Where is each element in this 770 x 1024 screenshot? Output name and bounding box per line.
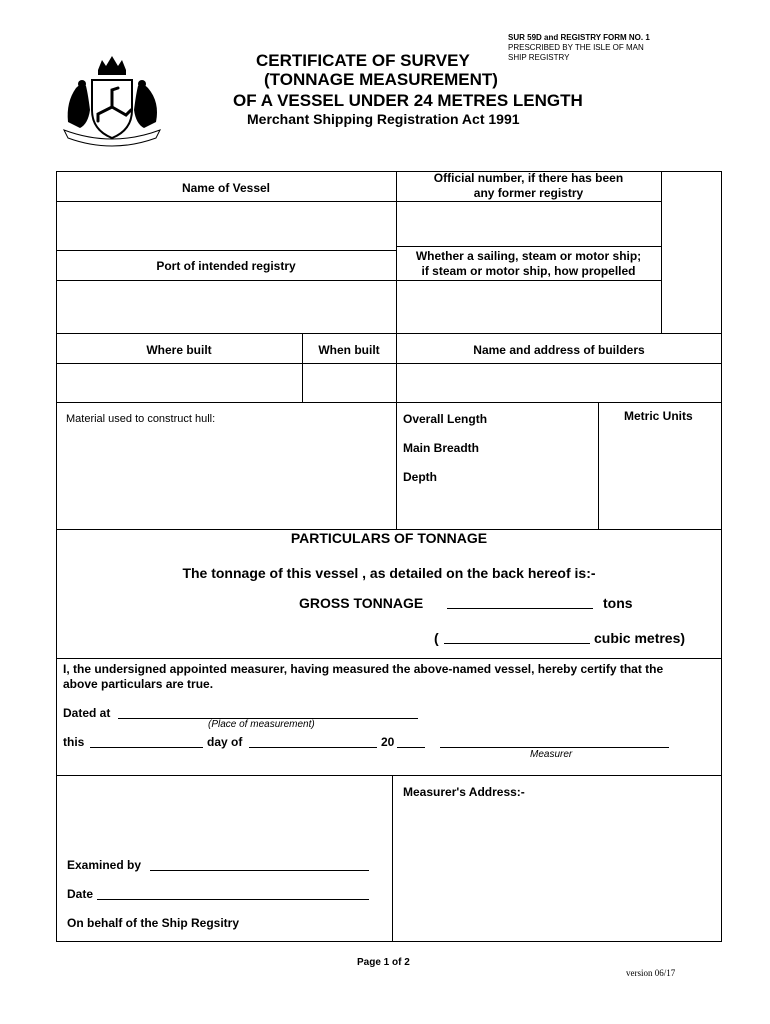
- row-divider: [396, 246, 661, 247]
- on-behalf-label: On behalf of the Ship Regsitry: [67, 916, 240, 930]
- measurers-address-label: Measurer's Address:-: [403, 785, 525, 799]
- examined-by-field[interactable]: [150, 858, 369, 871]
- row-divider: [56, 658, 722, 659]
- builders-label: Name and address of builders: [473, 343, 645, 357]
- port-of-registry-label: Port of intended registry: [156, 259, 296, 273]
- official-number-label-line-2: any former registry: [473, 186, 584, 200]
- certification-statement-line-2: above particulars are true.: [63, 677, 214, 691]
- when-built-field[interactable]: [304, 365, 394, 400]
- prescribed-by-line-2: SHIP REGISTRY: [508, 53, 570, 62]
- open-paren: (: [434, 630, 439, 646]
- propulsion-label-line-1: Whether a sailing, steam or motor ship;: [415, 249, 642, 263]
- place-of-measurement-field[interactable]: [118, 706, 418, 719]
- year-field[interactable]: [397, 735, 425, 748]
- title-line-1: CERTIFICATE OF SURVEY: [256, 51, 470, 70]
- title-line-2: (TONNAGE MEASUREMENT): [264, 70, 498, 89]
- measurer-signature-field[interactable]: [440, 735, 669, 748]
- tonnage-statement: The tonnage of this vessel , as detailed on the back hereof is:-: [182, 565, 596, 581]
- version-label: version 06/17: [626, 968, 676, 978]
- main-breadth-label: Main Breadth: [403, 441, 480, 455]
- column-divider: [598, 402, 599, 529]
- row-divider: [396, 201, 661, 202]
- row-divider: [56, 363, 722, 364]
- act-title: Merchant Shipping Registration Act 1991: [247, 111, 520, 127]
- place-caption: (Place of measurement): [208, 719, 315, 730]
- row-divider: [56, 775, 722, 776]
- column-divider: [392, 775, 393, 942]
- gross-tonnage-field[interactable]: [447, 596, 593, 609]
- examined-by-label: Examined by: [67, 858, 142, 872]
- particulars-heading: PARTICULARS OF TONNAGE: [290, 530, 488, 546]
- row-divider: [396, 280, 661, 281]
- metric-units-label: Metric Units: [624, 409, 693, 423]
- overall-length-label: Overall Length: [403, 412, 488, 426]
- year-prefix: 20: [381, 735, 395, 749]
- date-field[interactable]: [97, 887, 369, 900]
- cubic-metres-field[interactable]: [444, 631, 590, 644]
- official-number-field[interactable]: [398, 203, 659, 244]
- where-built-label: Where built: [146, 343, 212, 357]
- page-number: Page 1 of 2: [357, 957, 410, 968]
- gross-tonnage-label: GROSS TONNAGE: [299, 595, 424, 611]
- day-of-label: day of: [207, 735, 243, 749]
- dated-at-label: Dated at: [63, 706, 111, 720]
- row-divider: [56, 250, 396, 251]
- name-of-vessel-label: Name of Vessel: [181, 181, 271, 195]
- row-divider: [56, 201, 396, 202]
- isle-of-man-coat-of-arms-icon: [58, 52, 166, 148]
- day-field[interactable]: [90, 735, 203, 748]
- official-number-label-line-1: Official number, if there has been: [433, 171, 624, 185]
- column-divider-right: [661, 171, 662, 333]
- when-built-label: When built: [318, 343, 380, 357]
- vessel-name-field[interactable]: [58, 203, 394, 248]
- row-divider: [56, 333, 722, 334]
- title-line-3: OF A VESSEL UNDER 24 METRES LENGTH: [233, 91, 583, 110]
- date-label: Date: [67, 887, 94, 901]
- port-of-registry-field[interactable]: [58, 282, 394, 331]
- measurer-caption: Measurer: [530, 749, 573, 760]
- cubic-metres-label: cubic metres): [594, 630, 686, 646]
- tons-label: tons: [603, 595, 633, 611]
- metric-units-field[interactable]: [600, 428, 720, 527]
- prescribed-by-line-1: PRESCRIBED BY THE ISLE OF MAN: [508, 43, 644, 52]
- row-divider: [56, 280, 396, 281]
- certification-statement-line-1: I, the undersigned appointed measurer, having measured the above-named vessel, hereby certify that the: [63, 662, 664, 676]
- row-divider: [56, 402, 722, 403]
- depth-label: Depth: [403, 470, 437, 484]
- this-label: this: [63, 735, 85, 749]
- where-built-field[interactable]: [58, 365, 300, 400]
- propulsion-field[interactable]: [398, 282, 659, 331]
- month-field[interactable]: [249, 735, 377, 748]
- builders-field[interactable]: [398, 365, 720, 400]
- form-reference: SUR 59D and REGISTRY FORM NO. 1: [508, 33, 650, 42]
- hull-material-field[interactable]: [58, 428, 394, 527]
- measurers-address-field[interactable]: [394, 802, 720, 940]
- propulsion-label-line-2: if steam or motor ship, how propelled: [421, 264, 636, 278]
- hull-material-label: Material used to construct hull:: [66, 413, 216, 425]
